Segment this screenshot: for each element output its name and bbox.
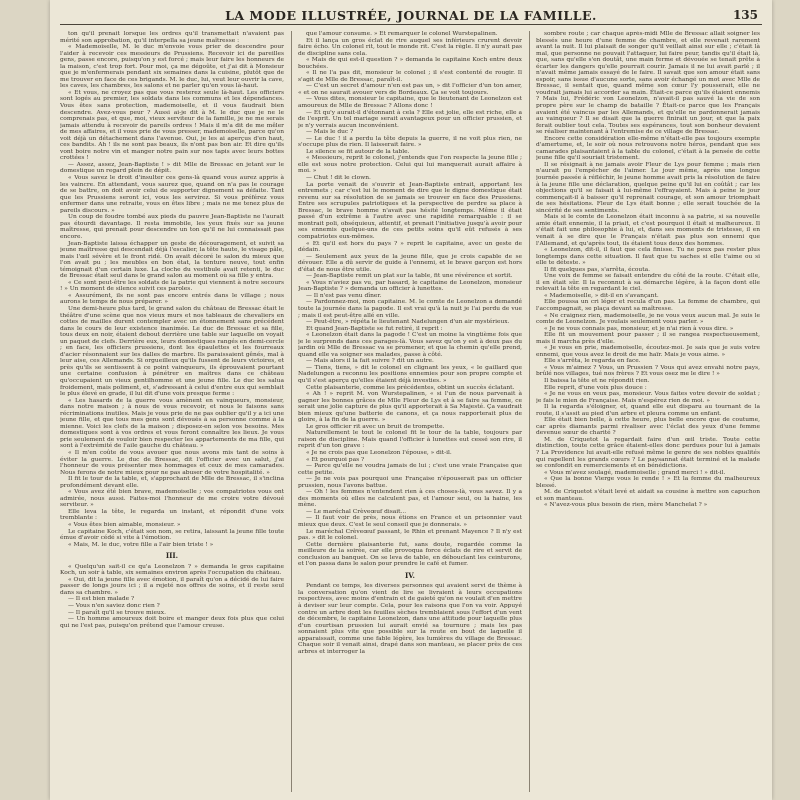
paragraph: « Assurément, ils ne sont pas encore entrés dans le village ; nous aurons le temps de nous préparer. » (60, 292, 284, 306)
paragraph: Elle reprit, d'une voix plus douce : (544, 384, 647, 391)
paragraph: « Leonelzon, dit-il, il faut que cela finisse. Tu ne peux pas rester plus longtemps dans cette situation. Il faut que tu saches si elle t'aime ou si elle te déteste. » (536, 247, 760, 267)
newspaper-page (50, 0, 772, 800)
paragraph: Pendant ce temps, les diverses personnes qui avaient servi de thème à la conversation qu'on vient de lire se livraient à leurs occupations respectives, avec moins d'entrain et de gaieté qu'on ne voulait d'en mettre à deviser sur leur compte. Cela, pour les raisons que l'on va voir. Appuyé contre un arbre dont les feuilles sèches tremblaient sous l'effort d'un vent de décembre, le capitaine Leonelzon, dans une attitude pour laquelle plus d'un courtisan prussien lui aurait envié sa tournure ; mais les pas sonnaient plus vite que possible sur la route en bout de laquelle il apparaissait, comme une fable légère, les lumières du village de Bressac. Chaque soir il venait ainsi, drapé dans son manteau, se placer près de ces arbres et interroger la (298, 583, 522, 655)
column-separator (291, 31, 292, 792)
paragraph: « Vous m'aimez ? Vous, un Prussien ? Vous qui avez envahi notre pays, brûlé nos villages, tué nos frères ? Et vous osez me le dire ! » (536, 364, 760, 378)
paragraph: « Les hasards de la guerre vous amènent en vainqueurs, monsieur, dans notre maison ; à nous de vous recevoir, et nous le faisons sans récriminations inutiles. Mais je vous prie de ne pas oublier qu'il y a ici une jeune fille, et que tous mes gens sont dévoués à sa personne comme à la mienne. Voici les clefs de la maison ; disposez-en selon vos besoins. Mes domestiques sont à vos ordres et vous feront connaître les lieux. Je vous prie seulement de vouloir bien respecter les appartements de ma fille, qui sont à l'extrémité de l'aile gauche du château. » (60, 397, 284, 450)
paragraph: Un coup de foudre tombé aux pieds du pauvre Jean-Baptiste ne l'aurait pas étourdi davantage. Il resta immobile, les yeux fixés sur sa jeune maîtresse, qui prenait pour descendre un ton qu'il ne lui connaissait pas encore. (60, 214, 284, 240)
paragraph: « Il ne l'a pas dit, monsieur le colonel ; il s'est contenté de rougir. Il s'agit de Mlle de Bressac, paraît-il. (298, 70, 522, 83)
paragraph: — Seulement aux yeux de la jeune fille, que je crois capable de se dévouer. Elle a dû servir de guide à l'ennemi, et le brave garçon est hors d'état de nous être utile. (298, 253, 522, 273)
paragraph: — Tiens, tiens, » dit le colonel en clignant les yeux, « le gaillard que Nadelungen a reconnu les positions ennemies pour son propre compte et qu'il s'est aperçu qu'elles étaient déjà investies. » (298, 364, 522, 384)
paragraph: Une voix de femme se faisait entendre du côté de la route. C'était elle, il en était sûr. Il la reconnut à sa démarche légère, à la façon dont elle relevait la tête en regardant le ciel. (536, 273, 760, 293)
paragraph: La porte venait de s'ouvrir et Jean-Baptiste entrait, apportant les entremets ; car c'est lui le moment de dire que le digne domestique était revenu sur sa résolution de se jamais se trouver en face des Prussiens. Entre ses scrupules patriotiques et la perspective de perdre sa place à Bressac, le brave homme n'avait pas hésité longtemps. Même il était passé d'un extrême à l'autre avec une rapidité remarquable : il se montrait poli, obséquieux, attentif, et prenait l'initiative jusqu'à avoir pour ses ennemis quelque-uns de ces petits soins qu'il eût refusés à ses compatriotes eux-mêmes. (298, 181, 522, 240)
paragraph: Naturellement le tout le colonel fit le tour de la table, toujours par raison de discipline. Mais quand l'officier à lunettes eut cessé son rire, il reprit d'un ton grave : (298, 430, 522, 450)
paragraph: « Quelqu'un sait-il ce qu'a Leonelzon ? » demanda le gros capitaine Koch, un soir à table, six semaines environ après l'occupation du château. (60, 563, 284, 577)
paragraph: Elle fit un mouvement pour passer ; il se rangea respectueusement, mais il marcha près d'elle. (536, 332, 760, 345)
paragraph: « Je vous en prie, mademoiselle, écoutez-moi. Je sais que je suis votre ennemi, que vous avez le droit de me haïr. Mais je vous aime. » (536, 345, 760, 358)
paragraph: « Vous m'avez soulagé, mademoiselle ; grand merci ! » dit-il. (544, 469, 726, 476)
text-columns (60, 31, 762, 792)
paragraph: que l'amour consume. » Et remarquer le colonel Wurstepalinen. (306, 31, 498, 37)
paragraph: — Peut-être, » répéta le lieutenant Nadelungen d'un air mystérieux. (306, 319, 510, 326)
paragraph: Elle leva la tête, le regarda un instant, et répondit d'une voix tremblante : (60, 508, 284, 522)
paragraph: « Ce sont peut-être les soldats de la patrie qui viennent à notre secours ! » Un moment de silence suivit ces paroles. (60, 279, 284, 293)
paragraph: Elle poussa un cri léger et recula d'un pas. La femme de chambre, qui l'accompagnait, se plaça devant sa maîtresse. (536, 299, 760, 312)
paragraph: « Et pourquoi pas ? (306, 456, 365, 463)
paragraph: — Chut ! dit le clown. (306, 175, 371, 182)
paragraph: « Mademoiselle, » dit-il en s'avançant. (544, 292, 659, 299)
paragraph: — Il faut voir de près, nous étions en France et un prisonnier vaut mieux que deux. C'est le seul conseil que je donnerais. » (298, 515, 522, 529)
paragraph: Encore cette considération elle-même n'était-elle pas toujours exempte d'amertume, et, le soir où nous retrouvons notre héros, pendant que ses camarades plaisantaient à la table du colonel, c'était à la pensée de cette jeune fille qu'il souriait tristement. (536, 135, 760, 162)
paragraph: « Vous avez été bien brave, mademoiselle ; vos compatriotes vous ont admirée, nous aussi. Faites-moi l'honneur de me croire votre dévoué serviteur. » (60, 489, 284, 509)
paragraph: « Vous savez le droit d'insulter ces gens-là quand vous aurez appris à les vaincre. En attendant, vous saurez que, quand on n'a pas le courage de se battre, on doit avoir celui de supporter dignement sa défaite. Tant que les Prussiens seront ici, vous les servirez. Si vous préférez vous enfermer dans une retraite, vous en êtes libre ; mais ne me tenez plus de pareils discours. » (60, 175, 284, 214)
paragraph: Il fit le tour de la table, et, s'approchant de Mlle de Bressac, il s'inclina profondément devant elle. (60, 476, 284, 489)
paragraph: Il se résignait à ne jamais avoir Fleur de Lys pour femme ; mais rien n'aurait pu l'empêcher de l'aimer. Le jour même, après une longue journée passée à réfléchir, le jeune homme avait pris la résolution de faire à la jeune fille une déclaration, quelque peine qu'il lui en coûtât ; car les objections qu'il se faisait à lui-même l'effrayaient. Mais à peine le jour commençait-il à baisser qu'il reprenait courage, et son amour triomphait de ses hésitations. Fleur de Lys était bonne ; elle serait touchée de la sincérité de ses sentiments. (536, 161, 760, 214)
column-separator (529, 31, 530, 792)
paragraph: « Mademoiselle, M. le duc m'envoie vous prier de descendre pour l'aider à recevoir ces messieurs de Prussiens. Recevoir ici de pareilles gens, passe encore, puisqu'on y est forcé ; mais leur faire les honneurs de la maison, c'est trop fort. Pour moi, ça me dégoûte, et j'ai dit à Monsieur que je m'enfermerais pendant six semaines dans la cuisine, plutôt que de me trouver en face de ces brigands. M. le duc, lui, veut leur ouvrir la cave, les caves, les chambres, les salons et ne parler qu'en vous là-haut. (60, 44, 284, 90)
paragraph: Le silence se fit autour de la table. (306, 148, 410, 155)
paragraph: — Vous n'en saviez donc rien ? (68, 603, 160, 610)
paragraph: — Je ne vois pas pourquoi une Française n'épouserait pas un officier prussien, nous l'avons battue. (298, 476, 522, 489)
paragraph: Cette plaisanterie, comme les précédentes, obtint un succès éclatant. (306, 384, 515, 391)
paragraph: ton qu'il prenait lorsque les ordres qu'il transmettait n'avaient pas mérité son approbation, qu'il interpella sa jeune maîtresse : (60, 31, 284, 44)
paragraph: sombre route ; car chaque après-midi Mlle de Bressac allait soigner les blessés une heure d'une femme de chambre, et elle revenait rarement avant la nuit. Il lui plaisait de songer qu'il veillait ainsi sur elle ; c'était là mal, que personne ne pouvait l'attaquer, lui faire peur, tandis qu'il était là, que, sans qu'elle s'en doutât, une main ferme et dévouée se tenait prête à écarter les dangers qu'elle pourrait courir. Jamais il ne lui avait parlé ; il n'avait même jamais essayé de le faire. Il savait que son amour était sans espoir, sans issue d'aucune sorte, sans avoir échangé un mot avec Mlle de Bressac, il sentait que, quand même son cœur l'y pousserait, elle ne voudrait jamais lui accorder sa main. Était-ce parce qu'ils étaient ennemis ? Mais lui, Frédéric von Leonelzon, n'avait-il pas sauvé la vie de son propre père sur le champ de bataille ? Était-ce parce que les Français avaient été vaincus par les Allemands, et qu'elle ne pardonnerait jamais au vainqueur ? Il se disait que la guerre finirait un jour, et que la paix ferait oublier tout cela. Toutes ses espérances, tout son bonheur devaient se réaliser maintenant à l'entremise de ce village de Bressac. (536, 31, 760, 136)
header-rule (60, 24, 762, 25)
paragraph: Et quand Jean-Baptiste se fut retiré, il reprit : (306, 325, 443, 332)
paragraph: Il la regarda s'éloigner, et, quand elle eut disparu au tournant de la route, il s'assit au pied d'un arbre et pleura comme un enfant. (536, 404, 760, 417)
paragraph: « Je ne vous en veux pas, monsieur. Vous faites votre devoir de soldat ; je fais le mien de Française. Mais n'espérez rien de moi. » (536, 391, 760, 404)
paragraph: Il baissa la tête et ne répondit rien. (544, 377, 650, 384)
paragraph: « Vous n'aviez pas vu, par hasard, le capitaine de Leonelzon, monsieur Jean-Baptiste ? » demanda un officier à lunettes. (298, 279, 522, 293)
paragraph: — Parce qu'elle ne voudra jamais de lui ; c'est une vraie Française que cette petite. (298, 463, 522, 476)
page-number: 135 (732, 8, 758, 22)
paragraph: — Il est bien malade ? (68, 596, 135, 603)
paragraph: — Il n'est pas venu dîner. (306, 292, 382, 299)
column-1 (60, 31, 284, 792)
section-heading: III. (165, 551, 179, 561)
paragraph: — Il paraît qu'il se trouve mieux. (68, 609, 166, 616)
paragraph: « Oui, dit la jeune fille avec émotion, il paraît qu'on a décidé de lui faire passer de longs jours ici ; il a rejeté nos offres de soins, et il reste seul dans sa chambre. » (60, 576, 284, 596)
column-2 (298, 31, 522, 792)
paragraph: « Vous êtes bien aimable, monsieur. » (68, 522, 181, 529)
paragraph: « Ne craignez rien, mademoiselle, je ne vous veux aucun mal. Je suis le comte de Leonelzon. Je voulais seulement vous parler. » (536, 312, 760, 326)
journal-title: LA MODE ILLUSTRÉE, JOURNAL DE LA FAMILLE. (225, 8, 597, 23)
paragraph: « Ah ! » reprit M. von Wurstepalinen, « si l'un de nous parvenait à gagner les bonnes grâces de Mlle Fleur de Lys et à se faire sa femme, ce serait une jolie capture de plus qu'il apporterait à Sa Majesté. Ça vaudrait bien mieux qu'une batterie de canons, et ça nous rapporterait plus de gloire, à la fin de la guerre. » (298, 391, 522, 424)
paragraph: Cette dernière plaisanterie fut, sans doute, regardée comme la meilleure de la soirée, car elle provoqua force éclats de rire et servit de conclusion au banquet. On se leva de table, en débouclant les ceinturons, et l'on passa dans le salon pour prendre le café et fumer. (298, 541, 522, 568)
paragraph: Mais si le comte de Leonelzon était inconnu à sa patrie, si sa nouvelle amie était ennemie, il la priait, et c'est pourquoi il était si malheureux. Il s'était fait une philosophie à lui, et, dans ses moments de tristesse, il en venait à se dire que le Français n'était pas plus son ennemi que l'Allemand, et qu'après tout, ils étaient tous deux des hommes. (536, 214, 760, 247)
paragraph: Et il lança un gros éclat de rire auquel ses inférieurs crurent devoir faire écho. Un colonel rit, tout le monde rit. C'est la règle. Il n'y aurait pas de discipline sans cela. (298, 37, 522, 57)
paragraph: Elle était bien belle, à cette heure, plus belle encore que de coutume, car après diamants parmi rivaliser avec l'éclat des yeux d'une femme devenue sœur de charité ? (536, 417, 760, 437)
paragraph: « N'avez-vous plus besoin de rien, mère Manchelat ? » (544, 502, 708, 509)
paragraph: — Un homme amoureux doit boire et manger deux fois plus que celui qui ne l'est pas, puisqu'on prétend que l'amour creuse. (60, 616, 284, 629)
paragraph: Elle s'arrêta, le regarda en face. (544, 358, 641, 365)
paragraph: — Mais alors il la fait suivre ? dit un autre. (306, 358, 434, 365)
paragraph: Le gros officier rit avec un bruit de trompette. (306, 423, 445, 430)
paragraph: — Pardonnez-moi, mon capitaine. M. le comte de Leonelzon a demandé toute la journée dans la pagode. Il est vrai qu'à la nuit je l'ai perdu de vue ; mais il est peut-être allé en ville. (298, 299, 522, 319)
paragraph: M. de Criquetot s'était levé et aidait sa cousine à mettre son capuchon et son manteau. (536, 489, 760, 502)
paragraph: — Et qu'y aurait-il d'étonnant à cela ? Elle est jolie, elle est riche, elle a de l'esprit. Un tel mariage serait avantageux pour un officier prussien, et je n'y verrais aucun inconvénient. (298, 109, 522, 129)
paragraph: « Mais de qui est-il question ? » demanda le capitaine Koch entre deux bouchées. (298, 57, 522, 70)
paragraph: Une demi-heure plus tard, le grand salon du château de Bressac était le théâtre d'une scène que nos vieux murs et nos tableaux de chevaliers en cottes de mailles durent contempler avec un étonnement sans précédent dans le cours de leur existence inanimée. Le duc de Bressac et sa fille, tous deux en noir, étaient debout derrière une table sur laquelle on voyait un paquet de clefs. Derrière eux, leurs domestiques rangés en demi-cercle ; en face, les officiers prussiens, dont les épaulettes et les fourreaux d'acier résonnaient sur les dalles de marbre. Ils paraissaient gênés, mal à leur aise, ces Allemands. Si orgueilleux qu'ils fussent de leurs victoires, et près qu'ils se sentissent à ce point vainqueurs, ils éprouvaient pourtant une certaine confusion à pénétrer en maîtres dans ce château qu'occupaient un vieux gentilhomme et une jeune fille. Le duc les salua froidement, mais poliment, et, s'adressant à celui d'entre eux qui semblait le plus élevé en grade, il lui dit d'une voix presque ferme : (60, 305, 284, 398)
paragraph: — Jean-Baptiste remit un plat sur la table, fit une révérence et sortit. (306, 273, 513, 280)
paragraph: M. de Criquetot la regardait faire d'un œil triste. Toute cette distinction, toute cette grâce étaient-elles donc perdues pour lui à jamais ? La Providence lui avait-elle refusé même le genre de ses nobles qualités qui rapellent les grands cœurs ? Le paysannat était terminé et la malade se confondit en remerciements et en bénédictions. (536, 436, 760, 470)
paragraph: « Je ne vous connais pas, monsieur, et je n'ai rien à vous dire. » (544, 325, 734, 332)
section-heading: IV. (405, 570, 415, 580)
paragraph: Il fit quelques pas, s'arrêta, écouta. (544, 266, 650, 273)
paragraph: Jean-Baptiste laissa échapper un geste de découragement, et suivit sa jeune maîtresse qui descendait déjà l'escalier, la tête haute, le visage pâle, mais l'œil sévère et le front ridé. On avait décoré le salon du mieux que l'on avait pu ; les meubles en bon état, la tenture neuve, tout enfin témoignait d'un certain luxe. La cloche du vestibule avait retenti, le duc de Bressac était seul dans le grand salon au moment où sa fille y entra. (60, 240, 284, 280)
paragraph: — Le duc ! il a perdu la tête depuis la guerre, il ne voit plus rien, ne s'occupe plus de rien. Il laisserait faire. » (298, 135, 522, 149)
paragraph: — Le maréchal Crèveœuf disait... (306, 508, 407, 515)
paragraph: « Et qu'il est hors du pays ? » reprit le capitaine, avec un geste de dédain. (298, 240, 522, 254)
column-3 (536, 31, 760, 792)
paragraph: Le capitaine Koch, c'était son nom, se retira, laissant la jeune fille toute émue d'avoir cédé si vite à l'émotion. (60, 528, 284, 542)
paragraph: — Mais le duc ? (306, 129, 354, 136)
paragraph: — Oh ! les femmes n'entendent rien à ces choses-là, vous savez. Il y a des moments où elles ne calculent pas, et l'amour seul, ou la haine, les mène. (298, 489, 522, 509)
paragraph: Le maréchal Crèveœuf passant, le Rhin et prenant Mayence ? Il n'y est pas. » dit le colonel. (298, 528, 522, 542)
paragraph: « Mais, M. le duc, votre fille a l'air bien triste ! » (68, 541, 214, 548)
paragraph: « Messieurs, reprit le colonel, j'entends que l'on respecte la jeune fille ; elle est sous notre protection. Celui qui lui manquerait aurait affaire à moi. » (298, 155, 522, 175)
paragraph: « Que la bonne Vierge vous le rende ! » Et la femme du malheureux blessé. (536, 476, 760, 489)
paragraph: — Assez, assez, Jean-Baptiste ! » dit Mlle de Bressac en jetant sur le domestique un regard plein de dépit. (60, 161, 284, 175)
paragraph: « Il m'en coûte de vous avouer que nous avons mis tant de soins à éviter la guerre. Le duc de Bressac, dit l'officier avec un salut, j'ai l'honneur de vous présenter mes hommages et ceux de mes camarades. Nous ferons de notre mieux pour ne pas abuser de votre hospitalité. » (60, 450, 284, 476)
paragraph: « Et vous, ne croyez pas que vous resterez seule là-haut. Les officiers sont logés au premier, les soldats dans les communs et les dépendances. Vous êtes sans protection, mademoiselle, et il vous faudrait bien descendre. Avez-vous peur ? Aussi ai-je dit à M. le duc que je ne le comprenais pas, et que, moi, vieux serviteur de la famille, je ne me serais jamais attendu à recevoir de pareils ordres ! Mais il m'a dit de me mêler de mes affaires, et il vous prie de vous presser, mademoiselle, parce qu'on voit déjà un détachement dans l'avenue. Oui, je les ai aperçus d'en haut, ces bandits. Ah ! ils ne sont pas beaux, ils n'ont pas bon air. Et dire qu'ils vont boire notre vin et manger notre pain sur nos tapis avec leurs bottes crottées ! (60, 89, 284, 162)
paragraph: « Leonelzon était dans la pagode ! C'est un moine la vingtième fois que je le surprends dans ces parages-là. Vous savez qu'on y est à deux pas du jardin où Mlle de Bressac va se promener, et que la chemin qu'elle prend, quand elle va soigner ses malades, passe à côté. (298, 332, 522, 358)
paragraph: — Vous dites, monsieur le capitaine, que le lieutenant de Leonelzon est amoureux de Mlle de Bressac ? Allons donc ! (298, 96, 522, 110)
paragraph: — C'est un secret d'amour n'en est pas un, » dit l'officier d'un ton amer, « et on ne saurait avouer vers de Bordeaux. Ça se voit toujours. (298, 83, 522, 96)
paragraph: « Je ne crois pas que Leonelzon l'épouse, » dit-il. (306, 450, 452, 456)
